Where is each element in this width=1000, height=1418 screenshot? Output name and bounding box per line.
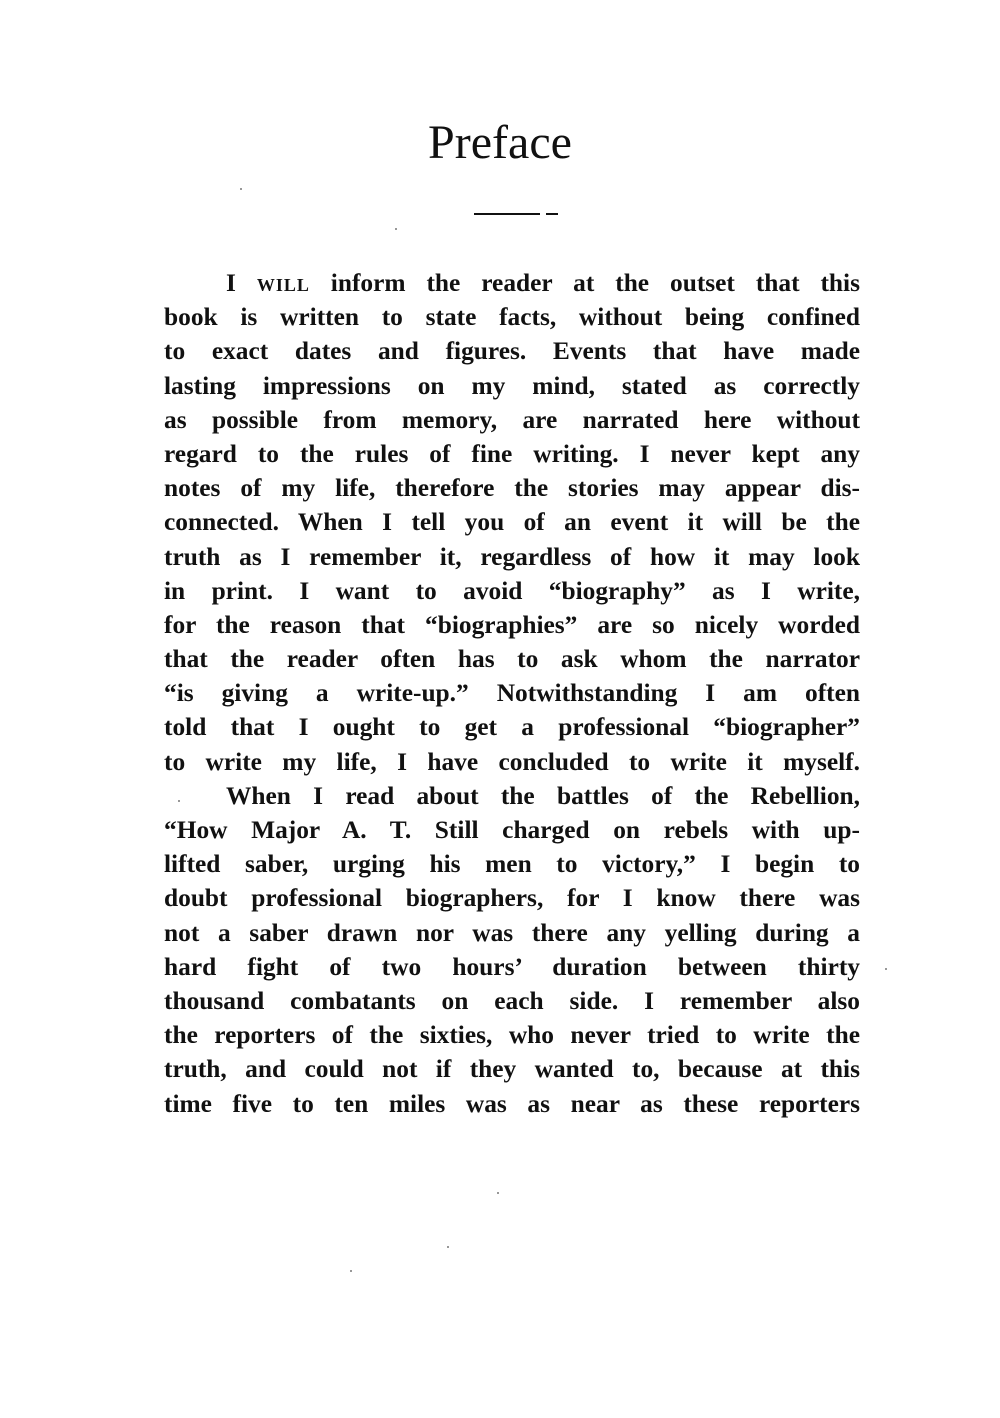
paragraph-line: thousand combatants on each side. I remember also xyxy=(164,986,860,1015)
title-divider-tail xyxy=(546,213,558,215)
paragraph-line: “is giving a write-up.” Notwithstanding I am often xyxy=(164,679,860,708)
scan-speck xyxy=(350,1270,352,1272)
paragraph-line: notes of my life, therefore the stories may appear dis- xyxy=(164,474,860,503)
paragraph-line: not a saber drawn nor was there any yelling during a xyxy=(164,918,860,947)
title-divider xyxy=(474,213,540,215)
scan-speck xyxy=(447,1246,449,1248)
paragraph-line: connected. When I tell you of an event it will be the xyxy=(164,508,860,537)
paragraph-1-line-1 xyxy=(164,266,860,300)
first-line-rest: inform the reader at the outset that this xyxy=(330,269,860,297)
paragraph-line: doubt professional biographers, for I know there was xyxy=(164,884,860,913)
paragraph-line: truth as I remember it, regardless of how it may look xyxy=(164,542,860,571)
scan-speck xyxy=(178,800,180,802)
preface-body xyxy=(164,266,860,1121)
scan-speck xyxy=(497,1192,499,1194)
paragraph-line: that the reader often has to ask whom the narrator xyxy=(164,645,860,674)
paragraph-line: told that I ought to get a professional “biographer” xyxy=(164,713,860,742)
scan-speck xyxy=(395,228,397,230)
paragraph-line: to write my life, I have concluded to write it myself. xyxy=(164,747,860,776)
paragraph-line: in print. I want to avoid “biography” as I write, xyxy=(164,576,860,605)
paragraph-line: “How Major A. T. Still charged on rebels with up- xyxy=(164,816,860,844)
page-title: Preface xyxy=(428,116,572,169)
paragraph-line: lasting impressions on my mind, stated as correctly xyxy=(164,371,860,400)
paragraph-line: truth, and could not if they wanted to, because at this xyxy=(164,1055,860,1084)
small-caps-word: will xyxy=(256,269,310,297)
first-word: I xyxy=(226,269,236,297)
paragraph-line: for the reason that “biographies” are so nicely worded xyxy=(164,610,860,639)
paragraph-line: hard fight of two hours’ duration between thirty xyxy=(164,952,860,981)
paragraph-line: When I read about the battles of the Rebellion, xyxy=(226,781,860,810)
paragraph-line: book is written to state facts, without being confined xyxy=(164,303,860,332)
paragraph-line: time five to ten miles was as near as these reporters xyxy=(164,1089,860,1118)
scan-speck xyxy=(240,188,242,190)
paragraph-line: the reporters of the sixties, who never tried to write the xyxy=(164,1021,860,1050)
paragraph-line: lifted saber, urging his men to victory,” I begin to xyxy=(164,850,860,879)
paragraph-line: regard to the rules of fine writing. I never kept any xyxy=(164,439,860,468)
scan-speck xyxy=(885,968,887,970)
paragraph-line: to exact dates and figures. Events that have made xyxy=(164,337,860,366)
paragraph-line: as possible from memory, are narrated here without xyxy=(164,405,860,434)
